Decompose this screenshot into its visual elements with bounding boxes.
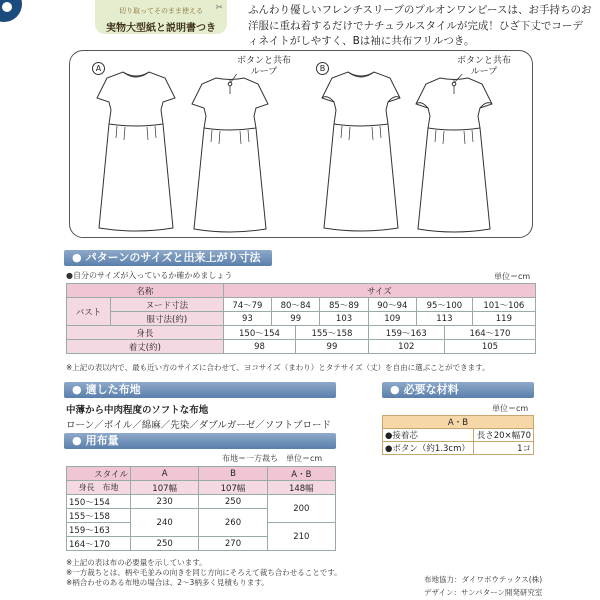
usage-height: 155〜158: [67, 509, 131, 523]
usage-height-fabric-header: [67, 481, 131, 495]
size-note: ●自分のサイズが入っているか確かめましょう: [66, 271, 233, 280]
material-table: [382, 415, 534, 455]
corner-logo-mark: [0, 0, 22, 22]
material-name: ●ボタン（約1.3cm）: [383, 442, 474, 455]
dot-bullet-icon: ●: [72, 383, 82, 396]
length-value: 102: [368, 340, 444, 354]
height-value: 155〜158: [296, 326, 368, 340]
usage-col-ab: A・B: [267, 467, 335, 481]
usage-col-a: A: [131, 467, 199, 481]
badge-subtitle: 切り取ってそのまま使える: [119, 7, 203, 15]
finished-value: 99: [272, 312, 320, 326]
material-value: 1コ: [474, 442, 534, 455]
credit-cooperation: 布地協力：ダイワボウテックス(株): [424, 575, 543, 584]
size-unit: 単位＝cm: [494, 272, 531, 281]
dress-a-back-illustration: [190, 74, 270, 234]
usage-ab-value: 210: [267, 523, 335, 551]
dress-b-back-illustration: [414, 74, 494, 234]
usage-col-style: スタイル: [67, 467, 131, 481]
usage-footnote: ※上記の表は布の必要量を示しています。: [66, 558, 207, 567]
callout-a-button-loop: ボタンと共布 ループ: [236, 56, 291, 77]
length-value: 105: [444, 340, 535, 354]
nude-value: 90〜94: [368, 298, 416, 312]
usage-table: [66, 466, 336, 551]
dress-a-front-illustration: [95, 68, 177, 233]
nude-value: 80〜84: [272, 298, 320, 312]
material-header: A・B: [383, 416, 534, 429]
usage-footnote: ※一方裁ちとは、柄や毛並みの向きを同じ方向にそろえて裁ち合わせることです。: [66, 568, 342, 577]
fabric-line-2: ローン／ボイル／綿麻／先染／ダブルガーゼ／ソフトブロード: [66, 420, 331, 431]
finished-value: 119: [472, 312, 535, 326]
style-b-label: B: [316, 62, 329, 75]
usage-ab-value: 200: [267, 495, 335, 523]
callout-b-button-loop: ボタンと共布 ループ: [456, 56, 511, 77]
usage-b-value: 260: [199, 509, 267, 537]
usage-section-heading: [64, 433, 336, 449]
nude-value: 85〜89: [320, 298, 368, 312]
height-label: 身長: [67, 326, 224, 340]
dot-bullet-icon: ●: [72, 251, 82, 264]
usage-width-b: 107幅: [199, 481, 267, 495]
usage-col-b: B: [199, 467, 267, 481]
nude-value: 74〜79: [223, 298, 271, 312]
material-name: ●接着芯: [383, 429, 474, 442]
material-section-title: 必要な材料: [403, 383, 459, 396]
scissors-icon: ✂: [215, 3, 223, 13]
usage-height: 164〜170: [67, 537, 131, 551]
style-a-label: A: [92, 62, 105, 75]
size-col-name: 名称: [67, 284, 224, 298]
length-label: 着丈(約): [67, 340, 224, 354]
usage-note: 布地＝一方裁ち 単位＝cm: [222, 454, 323, 463]
height-value: 150〜154: [223, 326, 295, 340]
dot-bullet-icon: ●: [72, 434, 82, 447]
usage-a-value: 230: [131, 495, 199, 509]
nude-label: ヌード寸法: [111, 298, 224, 312]
fabric-section-title: 適した布地: [85, 383, 141, 396]
usage-width-a: 107幅: [131, 481, 199, 495]
bust-label: バスト: [67, 298, 111, 326]
size-section-heading: [64, 250, 272, 266]
size-footnote: ※上記の表以内で、最も近い方のサイズに合わせて、ヨコサイズ（まわり）とタテサイズ（丈）を自由に選ぶことができます。: [66, 363, 490, 372]
intro-text: ふんわり優しいフレンチスリーブのプルオンワンピースは、お手持ちのお洋服に重ね着するだけでナチュラルスタイルが完成！ひざ下丈でコーディネイトがしやすく、Bは袖に共布フリルつき。: [248, 4, 592, 47]
fabric-line-1: 中薄から中肉程度のソフトな布地: [66, 405, 209, 416]
dot-bullet-icon: ●: [390, 383, 400, 396]
material-section-heading: [382, 382, 534, 398]
pattern-badge: [95, 0, 227, 34]
nude-value: 95〜100: [417, 298, 473, 312]
credit-design: デザイン：サンパターン開発研究室: [424, 588, 543, 597]
usage-b-value: 250: [199, 495, 267, 509]
finished-value: 103: [320, 312, 368, 326]
dress-b-front-illustration: [320, 68, 402, 233]
badge-title: 実物大型紙と説明書つき: [106, 23, 216, 34]
usage-col-height: 身長: [78, 483, 95, 492]
usage-a-value: 240: [131, 509, 199, 537]
usage-width-ab: 148幅: [267, 481, 335, 495]
usage-section-title: 用布量: [85, 434, 119, 447]
finished-value: 93: [223, 312, 271, 326]
usage-b-value: 270: [199, 537, 267, 551]
usage-height: 159〜163: [67, 523, 131, 537]
size-table: [66, 283, 536, 354]
size-col-size: サイズ: [223, 284, 535, 298]
finished-value: 109: [368, 312, 416, 326]
usage-col-fabric: 布地: [102, 483, 119, 492]
height-value: 159〜163: [368, 326, 444, 340]
fabric-section-heading: [64, 382, 336, 398]
length-value: 99: [296, 340, 368, 354]
nude-value: 101〜106: [472, 298, 535, 312]
material-value: 長さ20×幅70: [474, 429, 534, 442]
height-value: 164〜170: [444, 326, 535, 340]
finished-value: 113: [417, 312, 473, 326]
size-section-title: パターンのサイズと出来上がり寸法: [85, 251, 261, 264]
finished-label: 服寸法(約): [111, 312, 224, 326]
usage-height: 150〜154: [67, 495, 131, 509]
length-value: 98: [223, 340, 295, 354]
usage-footnote: ※柄合わせのある布地の場合は、2〜3柄多く見積もります。: [66, 578, 269, 587]
usage-a-value: 250: [131, 537, 199, 551]
material-unit: 単位＝cm: [492, 404, 529, 413]
